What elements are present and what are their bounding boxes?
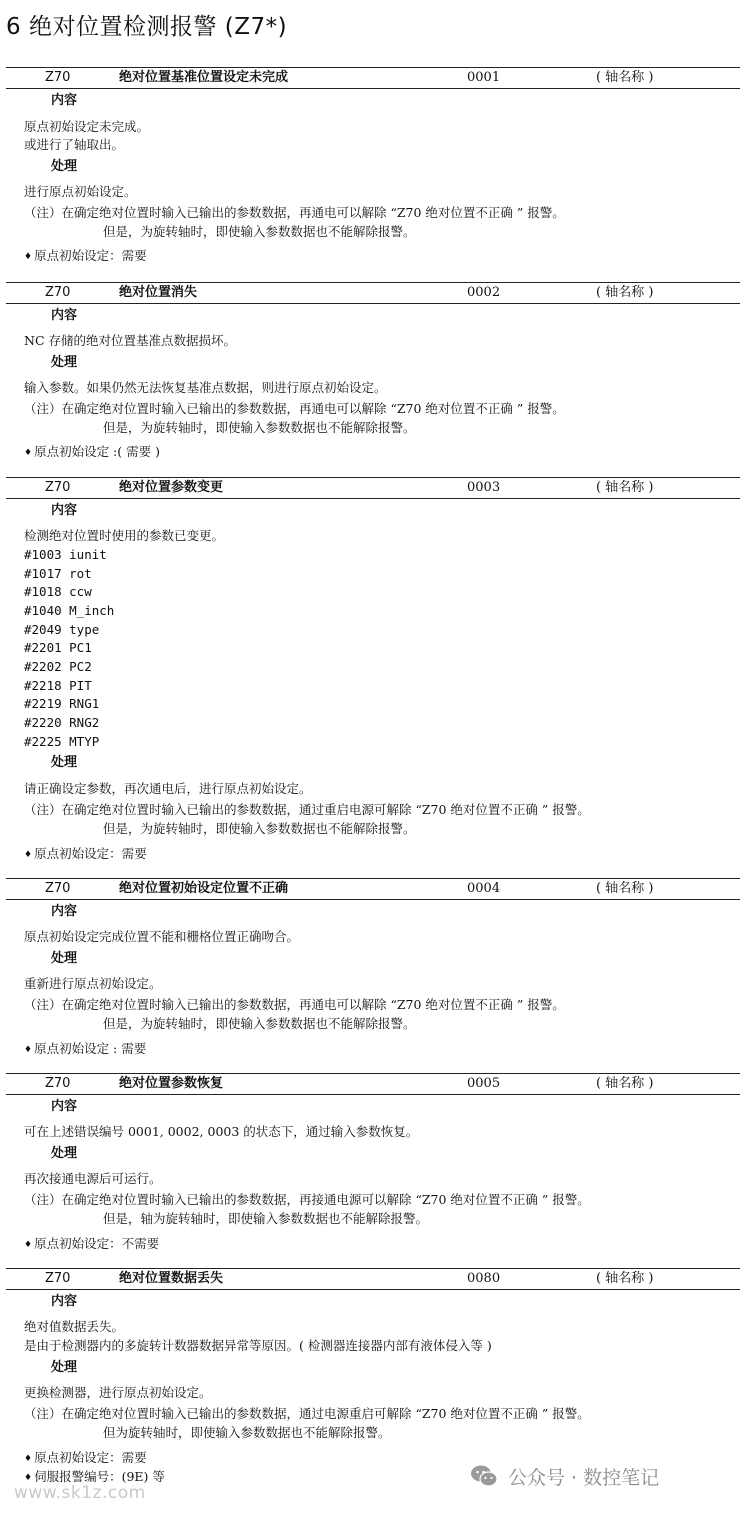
note-line: （注）在确定绝对位置时输入已输出的参数数据，再接通电源可以解除 “Z70 绝对位置不正确 ” 报警。 bbox=[24, 1192, 590, 1207]
handling-line: 进行原点初始设定。 bbox=[24, 184, 137, 199]
alarm-title: 绝对位置参数恢复 bbox=[119, 1076, 224, 1091]
handling-label: 处理 bbox=[51, 951, 78, 966]
param-line: #2220 RNG2 bbox=[24, 715, 100, 730]
alarm-code: Z70 bbox=[45, 480, 71, 495]
alarm-block-0001 bbox=[0, 67, 748, 263]
alarm-title: 绝对位置基准位置设定未完成 bbox=[119, 70, 289, 85]
content-label: 内容 bbox=[51, 1294, 78, 1309]
alarm-block-0003 bbox=[0, 477, 748, 861]
alarm-code: Z70 bbox=[45, 1271, 71, 1286]
handling-line: 重新进行原点初始设定。 bbox=[24, 976, 162, 991]
note-line: （注）在确定绝对位置时输入已输出的参数数据，再通电可以解除 “Z70 绝对位置不正确 ” 报警。 bbox=[24, 997, 565, 1012]
alarm-number: 0002 bbox=[467, 285, 501, 300]
param-line: #2201 PC1 bbox=[24, 640, 92, 655]
handling-line: 再次接通电源后可运行。 bbox=[24, 1171, 162, 1186]
handling-label: 处理 bbox=[51, 755, 78, 770]
content-line: 原点初始设定未完成。 bbox=[24, 119, 150, 134]
alarm-axis: ( 轴名称 ) bbox=[596, 1271, 654, 1286]
site-watermark: www.sk1z.com bbox=[14, 1483, 146, 1503]
alarm-header bbox=[6, 1268, 740, 1290]
handling-line: 请正确设定参数，再次通电后，进行原点初始设定。 bbox=[24, 781, 312, 796]
alarm-title: 绝对位置初始设定位置不正确 bbox=[119, 881, 289, 896]
handling-label: 处理 bbox=[51, 159, 78, 174]
handling-label: 处理 bbox=[51, 355, 78, 370]
alarm-header bbox=[6, 1073, 740, 1095]
note-line: 但是，为旋转轴时，即使输入参数数据也不能解除报警。 bbox=[103, 224, 416, 239]
alarm-number: 0003 bbox=[467, 480, 501, 495]
param-line: #1018 ccw bbox=[24, 584, 92, 599]
alarm-number: 0001 bbox=[467, 70, 501, 85]
alarm-axis: ( 轴名称 ) bbox=[596, 1076, 654, 1091]
param-line: #2202 PC2 bbox=[24, 659, 92, 674]
bullet-line: ♦ 原点初始设定：需要 bbox=[24, 1450, 147, 1468]
handling-line: 输入参数。如果仍然无法恢复基准点数据，则进行原点初始设定。 bbox=[24, 380, 387, 395]
page-title: 6 绝对位置检测报警 (Z7*) bbox=[6, 14, 288, 40]
alarm-code: Z70 bbox=[45, 285, 71, 300]
bullet-line: ♦ 原点初始设定 : 需要 bbox=[24, 1041, 146, 1059]
note-line: 但是，为旋转轴时，即使输入参数数据也不能解除报警。 bbox=[103, 821, 416, 836]
wechat-watermark bbox=[470, 1461, 659, 1491]
note-line: 但是，为旋转轴时，即使输入参数数据也不能解除报警。 bbox=[103, 420, 416, 435]
bullet-line: ♦ 原点初始设定：需要 bbox=[24, 846, 147, 864]
alarm-number: 0080 bbox=[467, 1271, 501, 1286]
bullet-line: ♦ 伺服报警编号：(9E) 等 bbox=[24, 1469, 165, 1487]
note-line: （注）在确定绝对位置时输入已输出的参数数据，再通电可以解除 “Z70 绝对位置不正确 ” 报警。 bbox=[24, 205, 565, 220]
content-label: 内容 bbox=[51, 308, 78, 323]
param-line: #2219 RNG1 bbox=[24, 696, 100, 711]
alarm-header bbox=[6, 282, 740, 304]
note-line: （注）在确定绝对位置时输入已输出的参数数据，通过电源重启可解除 “Z70 绝对位置不正确 ” 报警。 bbox=[24, 1406, 590, 1421]
alarm-number: 0005 bbox=[467, 1076, 501, 1091]
content-line: 检测绝对位置时使用的参数已变更。 bbox=[24, 528, 225, 543]
note-line: 但为旋转轴时，即使输入参数数据也不能解除报警。 bbox=[103, 1425, 391, 1440]
param-line: #2225 MTYP bbox=[24, 734, 100, 749]
bullet-line: ♦ 原点初始设定：需要 bbox=[24, 248, 147, 266]
note-line: （注）在确定绝对位置时输入已输出的参数数据，再通电可以解除 “Z70 绝对位置不正确 ” 报警。 bbox=[24, 401, 565, 416]
alarm-title: 绝对位置数据丢失 bbox=[119, 1271, 224, 1286]
alarm-title: 绝对位置消失 bbox=[119, 285, 198, 300]
handling-line: 更换检测器，进行原点初始设定。 bbox=[24, 1385, 212, 1400]
alarm-axis: ( 轴名称 ) bbox=[596, 70, 654, 85]
alarm-axis: ( 轴名称 ) bbox=[596, 285, 654, 300]
handling-label: 处理 bbox=[51, 1146, 78, 1161]
content-line: 可在上述错误编号 0001, 0002, 0003 的状态下，通过输入参数恢复。 bbox=[24, 1124, 419, 1139]
content-label: 内容 bbox=[51, 1099, 78, 1114]
alarm-header bbox=[6, 67, 740, 89]
param-line: #1003 iunit bbox=[24, 547, 107, 562]
param-line: #1017 rot bbox=[24, 566, 92, 581]
alarm-code: Z70 bbox=[45, 70, 71, 85]
handling-label: 处理 bbox=[51, 1360, 78, 1375]
wechat-icon bbox=[470, 1464, 498, 1488]
alarm-number: 0004 bbox=[467, 881, 501, 896]
content-line: 原点初始设定完成位置不能和栅格位置正确吻合。 bbox=[24, 929, 300, 944]
param-line: #1040 M_inch bbox=[24, 603, 115, 618]
content-label: 内容 bbox=[51, 904, 78, 919]
alarm-code: Z70 bbox=[45, 1076, 71, 1091]
param-line: #2218 PIT bbox=[24, 678, 92, 693]
alarm-block-0004 bbox=[0, 878, 748, 1056]
alarm-code: Z70 bbox=[45, 881, 71, 896]
alarm-header bbox=[6, 477, 740, 499]
content-label: 内容 bbox=[51, 503, 78, 518]
alarm-header bbox=[6, 878, 740, 900]
alarm-axis: ( 轴名称 ) bbox=[596, 480, 654, 495]
content-line: 绝对值数据丢失。 bbox=[24, 1319, 125, 1334]
bullet-line: ♦ 原点初始设定 :( 需要 ) bbox=[24, 444, 160, 462]
wechat-watermark-text: 公众号 · 数控笔记 bbox=[508, 1466, 660, 1489]
content-line: 是由于检测器内的多旋转计数器数据异常等原因。( 检测器连接器内部有液体侵入等 ) bbox=[24, 1338, 492, 1353]
note-line: 但是，轴为旋转轴时，即使输入参数数据也不能解除报警。 bbox=[103, 1211, 429, 1226]
alarm-block-0005 bbox=[0, 1073, 748, 1251]
content-line: 或进行了轴取出。 bbox=[24, 137, 125, 152]
alarm-block-0002 bbox=[0, 282, 748, 459]
alarm-title: 绝对位置参数变更 bbox=[119, 480, 224, 495]
content-line: NC 存储的绝对位置基准点数据损坏。 bbox=[24, 333, 236, 348]
note-line: （注）在确定绝对位置时输入已输出的参数数据，通过重启电源可解除 “Z70 绝对位置不正确 ” 报警。 bbox=[24, 802, 590, 817]
content-label: 内容 bbox=[51, 93, 78, 108]
bullet-line: ♦ 原点初始设定：不需要 bbox=[24, 1236, 159, 1254]
param-line: #2049 type bbox=[24, 622, 100, 637]
alarm-axis: ( 轴名称 ) bbox=[596, 881, 654, 896]
note-line: 但是，为旋转轴时，即使输入参数数据也不能解除报警。 bbox=[103, 1016, 416, 1031]
